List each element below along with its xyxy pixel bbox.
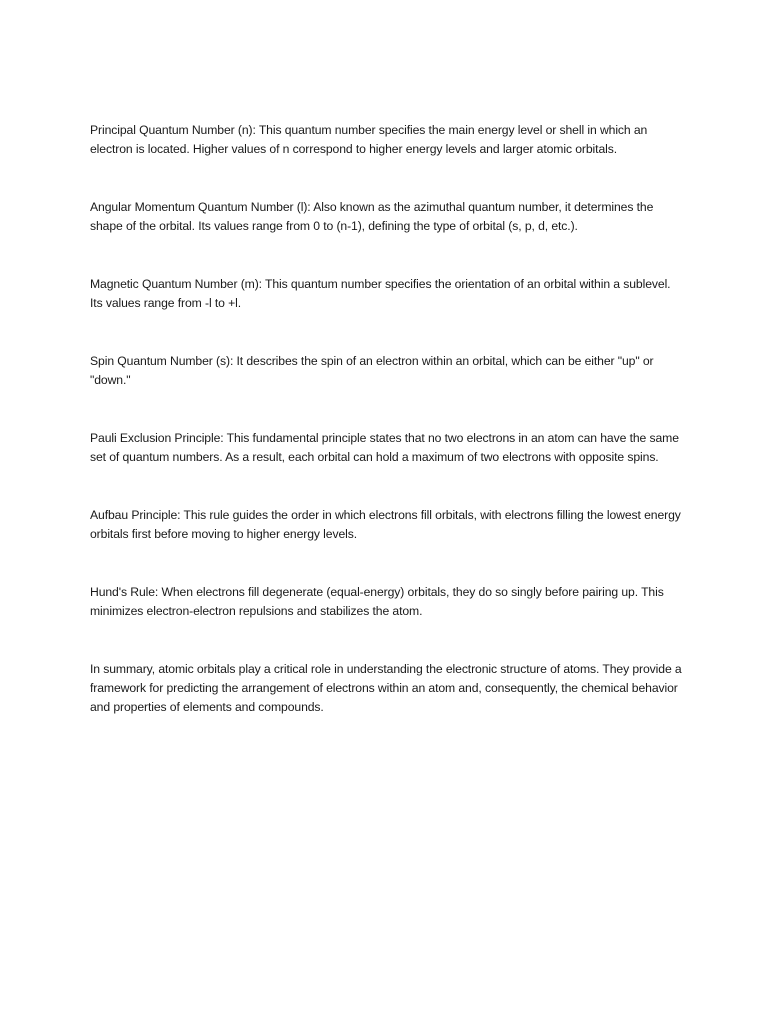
paragraph-pauli-exclusion-principle: Pauli Exclusion Principle: This fundamental principle states that no two electrons in an atom can have the same set of quantum numbers. As a result, each orbital can hold a maximum of two electrons with opposite spins. — [90, 431, 679, 464]
paragraph-magnetic-quantum-number: Magnetic Quantum Number (m): This quantum number specifies the orientation of an orbital within a sublevel. Its values range from -l to +l. — [90, 277, 671, 310]
document-body — [90, 121, 682, 717]
paragraph-hunds-rule: Hund's Rule: When electrons fill degenerate (equal-energy) orbitals, they do so singly before pairing up. This minimizes electron-electron repulsions and stabilizes the atom. — [90, 585, 664, 618]
paragraph-spin-quantum-number: Spin Quantum Number (s): It describes the spin of an electron within an orbital, which can be either "up" or "down." — [90, 354, 654, 387]
paragraph-principal-quantum-number: Principal Quantum Number (n): This quantum number specifies the main energy level or shell in which an electron is located. Higher values of n correspond to higher energy levels and larger atomic orbitals. — [90, 123, 648, 156]
paragraph-aufbau-principle: Aufbau Principle: This rule guides the order in which electrons fill orbitals, with electrons filling the lowest energy orbitals first before moving to higher energy levels. — [90, 508, 681, 541]
paragraph-angular-momentum-quantum-number: Angular Momentum Quantum Number (l): Also known as the azimuthal quantum number, it determines the shape of the orbital. Its values range from 0 to (n-1), defining the type of orbital (s, p, d, etc.). — [90, 200, 654, 233]
paragraph-summary: In summary, atomic orbitals play a critical role in understanding the electronic structure of atoms. They provide a framework for predicting the arrangement of electrons within an atom and, consequently, the chemical behavior and properties of elements and compounds. — [90, 662, 682, 714]
